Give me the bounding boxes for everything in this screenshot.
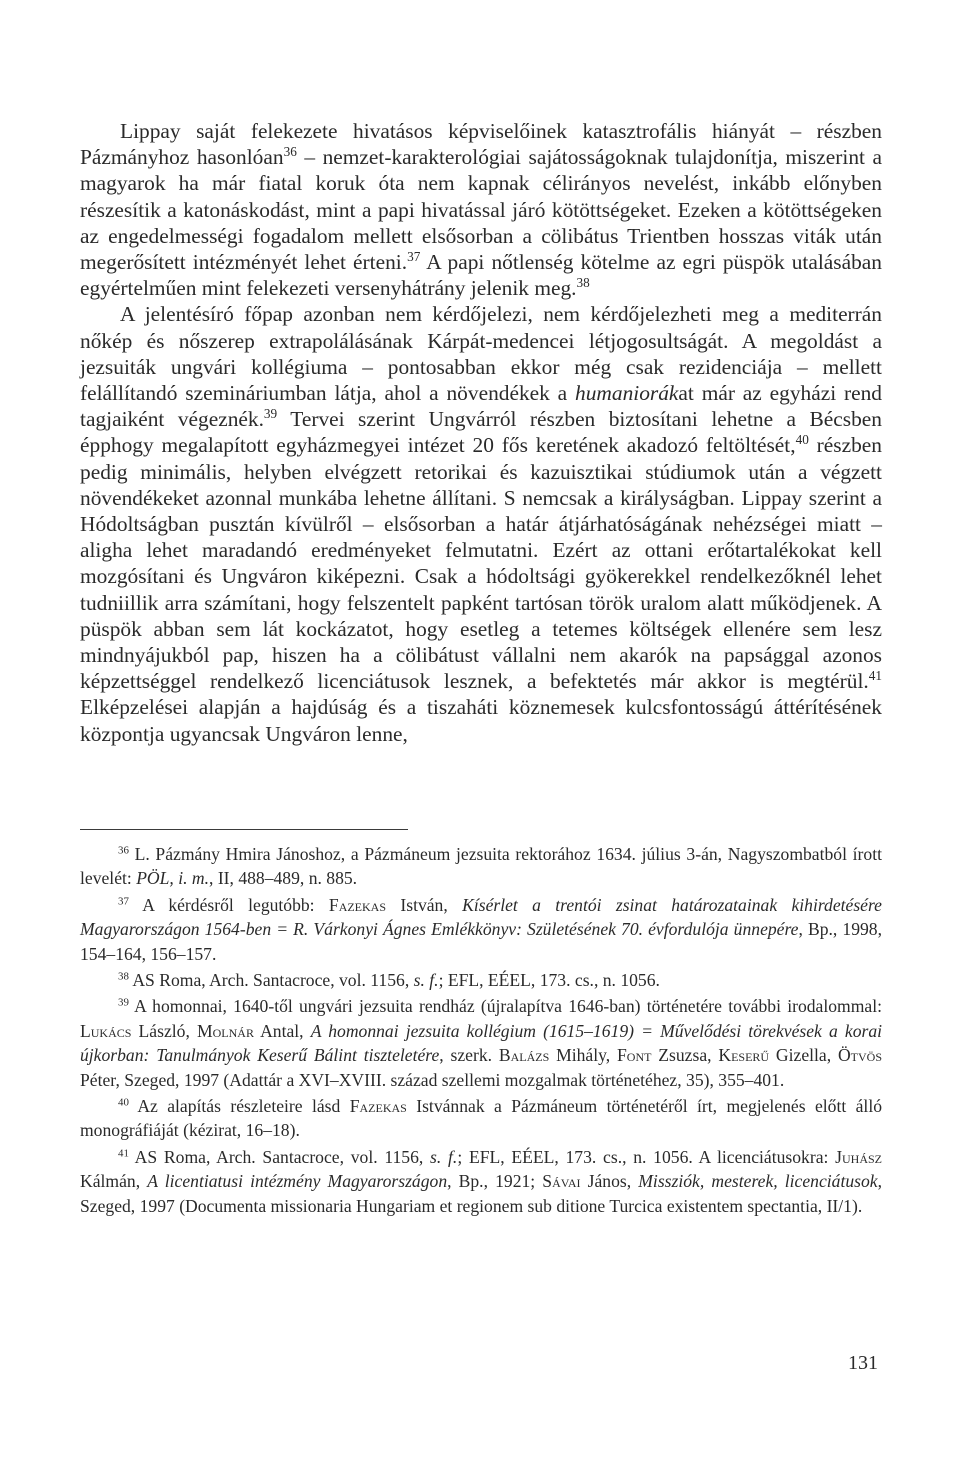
text-run: at már az egyházi rend tagjaiként végeznék. [80, 381, 883, 432]
author-name: Keserű [718, 1045, 770, 1066]
footnote-marker: 36 [118, 844, 129, 857]
footnote-marker: 36 [283, 143, 297, 159]
text-run: – nemzet-karakterológiai sajátosságoknak tulajdonítja, miszerint a magyarok ha már fiatal koruk óta nem kapnak célirányos nevelést, inkább előnyben részesítik a katonáskodást, mint a papi hivatással járó kötöttségeket. Ezeken a kötöttségeken az engedelmességi fogadalom mellett elsősorban a cölibátus Trientben hosszas viták után megerősített intézményét lehet érteni. [80, 145, 883, 275]
author-name: Balázs [498, 1045, 550, 1066]
author-name: Fazekas [349, 1096, 407, 1117]
text-run: Gizella, [769, 1045, 838, 1066]
footnote [80, 1145, 882, 1218]
text-run: ; EFL, EÉEL, 173. cs., n. 1056. A licenciátusokra: [457, 1146, 836, 1167]
footnote-marker: 38 [118, 970, 129, 983]
page-number: 131 [848, 1352, 878, 1374]
italic-text: s. f. [430, 1146, 458, 1167]
text-run: István, [386, 894, 463, 915]
footnote [80, 842, 882, 891]
text-run: , szerk. [439, 1045, 499, 1066]
footnote-marker: 39 [118, 996, 129, 1009]
text-run: részben pedig minimális, helyben elvégzett retorikai és kazuisztikai stúdiumok után a végzett növendékeket azonnal munkába lehetne állítani. S nemcsak a királyságban. Lippay szerint a Hódoltságban pusztán kívülről – elsősorban a határ átjárhatóságának nehézségei miatt – aligha lehet maradandó eredményeket felmutatni. Ezért az ottani erőtartalékokat kell mozgósítani és Ungváron kiképezni. Csak a hódoltsági gyökerekkel rendelkezőknél lehet tudniillik arra számítani, hogy felszentelt papként tartósan török uralom alatt működjenek. A püspök abban sem lát kockázatot, hogy esetleg a tetemes költségek ellenére sem lesz mindnyájukból pap, hiszen ha a cölibátust vállalni nem akarók na papsággal azonos képzettséggel rendelkező licenciátusok lesznek, a befektetés már akkor is megtérül. [80, 433, 882, 694]
text-run: Péter, Szeged, 1997 (Adattár a XVI–XVIII. század szellemi mozgalmak történetéhez, 35), 355–401. [80, 1069, 785, 1090]
text-run: , Bp., 1998, 154–164, 156–157. [80, 919, 882, 964]
italic-text: PÖL, i. m. [136, 868, 210, 889]
text-run: ; EFL, EÉEL, 173. cs., n. 1056. [438, 970, 660, 991]
text-run: , II, 488–489, n. 885. [209, 868, 358, 889]
italic-text: s. f. [413, 970, 439, 991]
author-name: Fazekas [328, 894, 387, 915]
footnote [80, 1094, 882, 1143]
text-run: Lippay saját felekezete hivatásos képviselőinek katasztrofális hiányát – részben Pázmányhoz hasonlóan [80, 119, 882, 170]
text-run: Kálmán, [80, 1171, 148, 1192]
text-run: Zsuzsa, [651, 1045, 719, 1066]
text-run: Antal, [253, 1020, 311, 1041]
italic-text: A licentiatusi intézmény Magyarországon [147, 1171, 448, 1192]
italic-text: A homonnai jezsuita kollégium (1615–1619) = Művelődési törekvések a korai újkorban: Tanulmányok Keserű Bálint tiszteletére [80, 1020, 883, 1066]
paragraph [80, 301, 882, 746]
text-run: László, [131, 1020, 197, 1041]
text-run: Tervei szerint Ungvárról részben biztosítani lehetne a Bécsben épphogy megalapított egyházmegyei intézet 20 fős keretének akadozó feltöltését, [80, 407, 882, 458]
footnote-marker: 39 [263, 406, 278, 422]
footnote-marker: 37 [407, 248, 421, 264]
footnote-marker: 41 [118, 1147, 129, 1160]
footnote-marker: 41 [868, 668, 882, 684]
text-run: L. Pázmány Hmira Jánoshoz, a Pázmáneum jezsuita rektorához 1634. július 3-án, Nagyszombatból írott levelét: [80, 844, 882, 889]
author-name: Lukács [80, 1020, 132, 1041]
author-name: Juhász [835, 1146, 883, 1167]
paragraph [80, 118, 882, 301]
italic-text: Kísérlet a trentói zsinat határozatainak kihirdetésére Magyarországon 1564-ben = R. Várkonyi Ágnes Emlékkönyv: Születésének 70. évfordulója ünnepére [80, 894, 882, 940]
text-run: János, [580, 1171, 639, 1192]
author-name: Font [617, 1045, 652, 1066]
footnote-separator [80, 829, 408, 830]
text-run: , Szeged, 1997 (Documenta missionaria Hungariam et regionem sub ditione Turcica existentem spectantia, II/1). [80, 1171, 882, 1216]
text-run: AS Roma, Arch. Santacroce, vol. 1156, [128, 1146, 431, 1167]
footnote [80, 994, 882, 1092]
text-run: A papi nőtlenség kötelme az egri püspök utalásában egyértelműen mint felekezeti versenyhátrány jelenik meg. [80, 250, 882, 301]
footnotes [80, 842, 882, 1218]
text-run: AS Roma, Arch. Santacroce, vol. 1156, [128, 970, 414, 991]
italic-text: humaniorák [575, 381, 679, 406]
text-run: Elképzelései alapján a hajdúság és a tiszaháti köznemesek kulcsfontosságú áttérítésének központja ugyancsak Ungváron lenne, [80, 695, 882, 746]
text-run: Istvánnak a Pázmáneum történetéről írt, megjelenés előtt álló monográfiáját (kézirat, 16–18). [80, 1096, 882, 1141]
footnote [80, 893, 882, 966]
footnote-marker: 40 [795, 432, 809, 448]
footnote-marker: 38 [576, 275, 590, 290]
text-run: Mihály, [549, 1045, 617, 1066]
author-name: Sávai [542, 1171, 581, 1192]
author-name: Molnár [196, 1020, 254, 1041]
main-text [80, 118, 882, 747]
footnote [80, 968, 882, 992]
text-run: A jelentésíró főpap azonban nem kérdőjelezi, nem kérdőjelezheti meg a mediterrán nőkép és nőszerep extrapolálásának Kárpát-medencei létjogosultságát. A megoldást a jezsuiták ungvári kollégiuma – pontosabban ekkor még csak rezidenciája – mellett felállítandó szemináriumban látja, ahol a növendékek a [80, 302, 882, 406]
italic-text: Missziók, mesterek, licenciátusok [638, 1171, 878, 1192]
footnote-marker: 37 [118, 895, 129, 908]
text-run: Az alapítás részleteire lásd [128, 1096, 350, 1117]
text-run: A homonnai, 1640-től ungvári jezsuita rendház (újralapítva 1646-ban) történetére további irodalommal: [128, 996, 882, 1017]
text-run: , Bp., 1921; [447, 1171, 543, 1192]
author-name: Ötvös [837, 1045, 882, 1066]
text-run: A kérdésről legutóbb: [128, 894, 329, 915]
footnote-marker: 40 [118, 1096, 129, 1109]
